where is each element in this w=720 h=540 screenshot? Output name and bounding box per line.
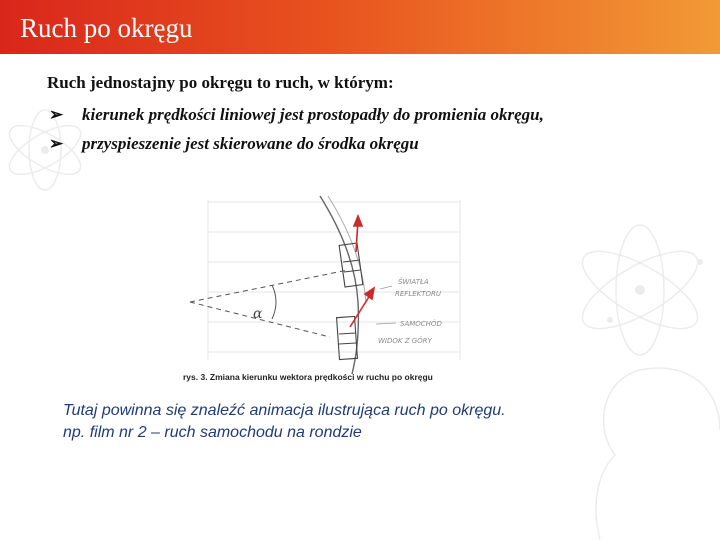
bullet-item-acceleration — [49, 134, 419, 154]
intro-text: Ruch jednostajny po okręgu to ruch, w którym: — [47, 73, 394, 92]
hand-label: WIDOK Z GÓRY — [378, 337, 432, 345]
hand-label: ŚWIATŁA — [398, 278, 429, 286]
animation-note: Tutaj powinna się znaleźć animacja ilustrująca ruch po okręgu. — [63, 402, 506, 419]
bullet-text: kierunek prędkości liniowej jest prostopadły do promienia okręgu, — [82, 105, 544, 124]
hand-label: REFLEKTORU — [395, 290, 441, 298]
figure-caption: rys. 3. Zmiana kierunku wektora prędkości w ruchu po okręgu — [183, 372, 433, 382]
title-bar — [0, 0, 720, 54]
film-reference-note: np. film nr 2 – ruch samochodu na rondzie — [63, 424, 362, 441]
angle-label: α — [253, 306, 263, 322]
hand-label: SAMOCHÓD — [400, 320, 442, 328]
bullet-item-velocity — [49, 105, 544, 125]
car-top-view — [337, 316, 358, 359]
road-arc — [320, 196, 358, 374]
arrowhead-bullet-icon: ➢ — [49, 134, 64, 153]
arrowhead-bullet-icon: ➢ — [49, 105, 64, 124]
velocity-direction-figure — [180, 192, 480, 392]
slide-title: Ruch po okręgu — [20, 13, 193, 43]
bullet-text: przyspieszenie jest skierowane do środka okręgu — [82, 134, 419, 153]
